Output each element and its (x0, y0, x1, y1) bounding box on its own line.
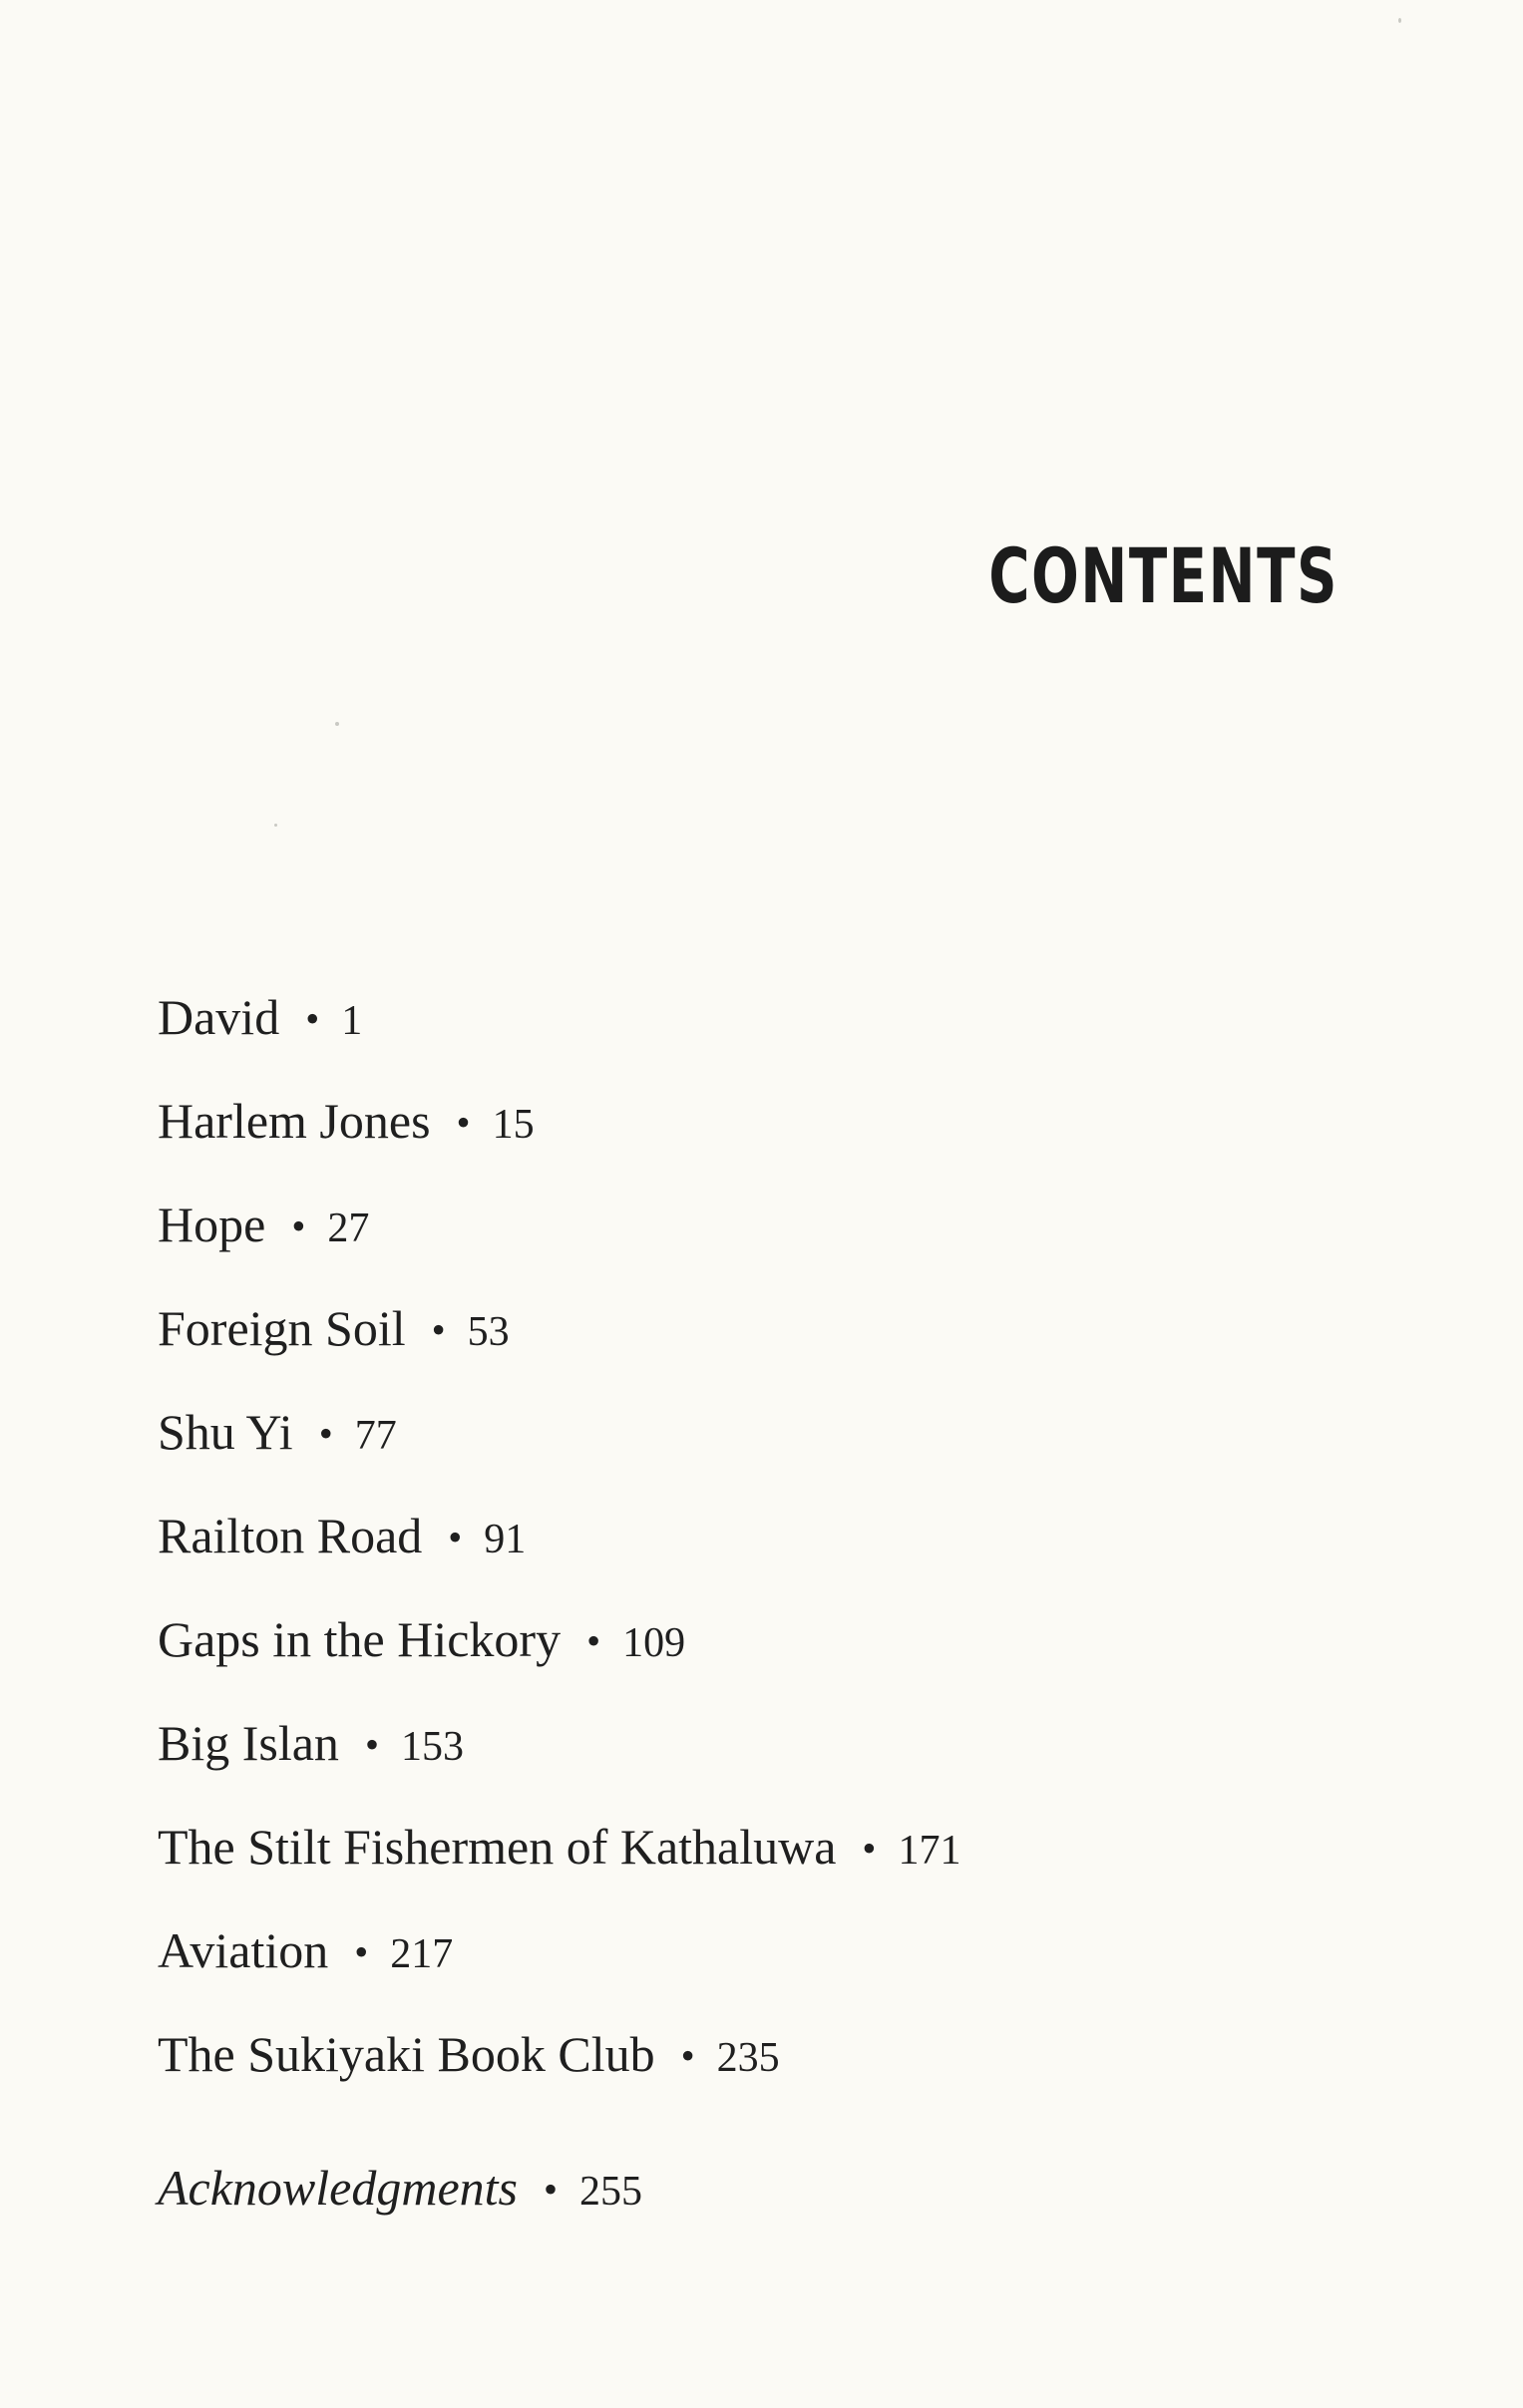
entry-page-number: 91 (484, 1517, 527, 1562)
entry-title: David (158, 989, 280, 1045)
entry-separator: • (431, 1307, 446, 1352)
entry-title: The Sukiyaki Book Club (158, 2026, 655, 2082)
toc-entry (158, 965, 1354, 1069)
paper-speck (1398, 18, 1401, 23)
page-title: CONTENTS (988, 531, 1338, 620)
entry-separator: • (680, 2033, 695, 2078)
entry-title: Foreign Soil (158, 1300, 406, 1356)
toc-entry (158, 1898, 1354, 2002)
entry-page-number: 255 (579, 2169, 643, 2215)
toc-entry (158, 1691, 1354, 1795)
toc-entry (158, 2002, 1354, 2106)
table-of-contents (158, 965, 1354, 2239)
entry-separator: • (456, 1100, 471, 1145)
entry-title: Acknowledgments (158, 2160, 519, 2216)
entry-page-number: 217 (390, 1931, 454, 1977)
toc-entry (158, 1484, 1354, 1587)
entry-title: Aviation (158, 1922, 329, 1978)
entry-page-number: 27 (327, 1205, 370, 1251)
entry-separator: • (586, 1618, 601, 1663)
entry-page-number: 235 (716, 2035, 780, 2081)
toc-entry (158, 1069, 1354, 1173)
toc-entry (158, 1587, 1354, 1691)
entry-separator: • (291, 1204, 306, 1248)
entry-page-number: 77 (354, 1413, 397, 1459)
toc-entry (158, 1795, 1354, 1898)
entry-page-number: 109 (622, 1620, 686, 1666)
entry-separator: • (305, 996, 320, 1041)
entry-title: Gaps in the Hickory (158, 1611, 562, 1667)
entry-title: Big Islan (158, 1715, 339, 1771)
entry-title: Shu Yi (158, 1404, 293, 1460)
entry-title: The Stilt Fishermen of Kathaluwa (158, 1819, 837, 1875)
entry-page-number: 1 (341, 998, 363, 1044)
entry-title: Hope (158, 1197, 266, 1252)
entry-separator: • (862, 1826, 877, 1871)
paper-speck (335, 722, 339, 726)
toc-entry (158, 1276, 1354, 1380)
entry-page-number: 171 (898, 1828, 961, 1874)
entry-separator: • (354, 1929, 369, 1974)
entry-title: Railton Road (158, 1508, 423, 1563)
entry-page-number: 53 (467, 1309, 510, 1355)
paper-speck (274, 824, 277, 827)
toc-entry-acknowledgments (158, 2136, 1354, 2239)
entry-separator: • (318, 1411, 333, 1456)
toc-entry (158, 1380, 1354, 1484)
entry-separator: • (364, 1722, 379, 1767)
entry-page-number: 15 (492, 1102, 535, 1148)
entry-separator: • (448, 1515, 463, 1559)
entry-title: Harlem Jones (158, 1093, 431, 1149)
entry-separator: • (544, 2167, 559, 2212)
toc-entry (158, 1173, 1354, 1276)
entry-page-number: 153 (400, 1724, 464, 1770)
